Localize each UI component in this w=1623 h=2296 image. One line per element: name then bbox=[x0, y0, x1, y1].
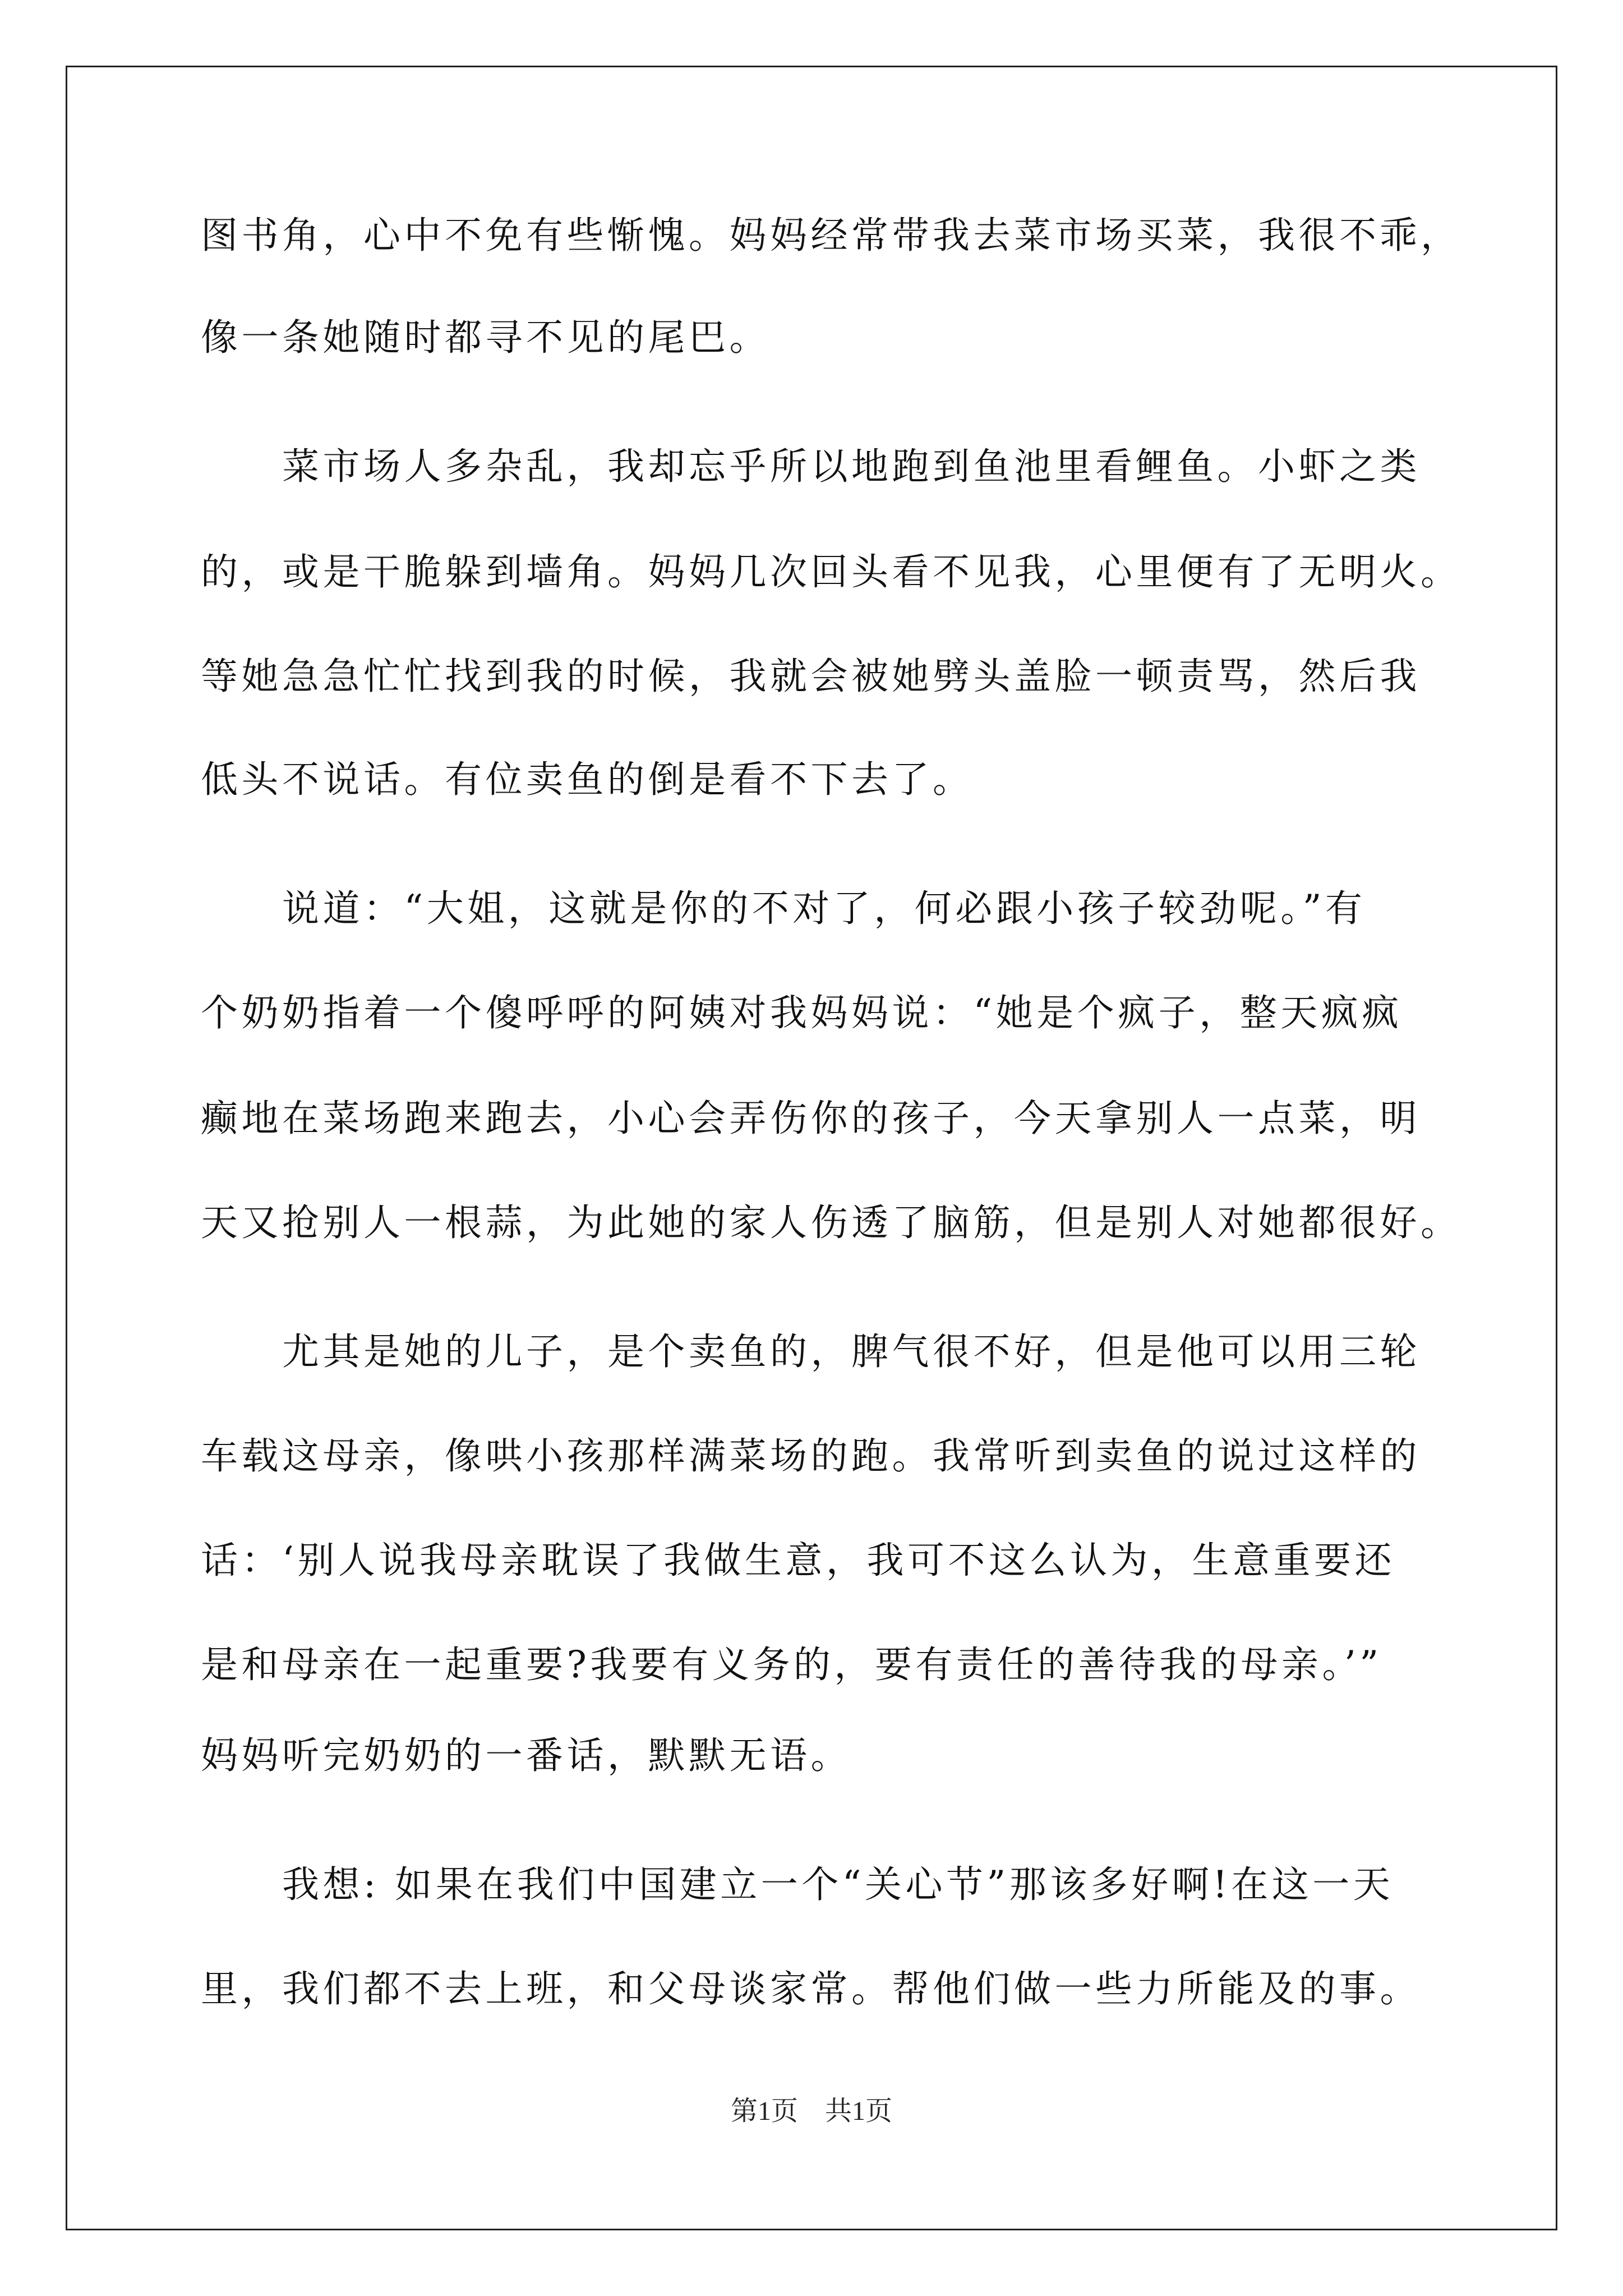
text-line: 车载这母亲，像哄小孩那样满菜场的跑。我常听到卖鱼的说过这样的 bbox=[201, 1434, 1421, 1478]
text-line: 的，或是干脆躲到墙角。妈妈几次回头看不见我，心里便有了无明火。 bbox=[201, 550, 1461, 593]
page-footer bbox=[0, 2095, 1623, 2128]
text-line: 话：‘别人说我母亲耽误了我做生意，我可不这么认为，生意重要还 bbox=[201, 1539, 1395, 1582]
text-line: 天又抢别人一根蒜，为此她的家人伤透了脑筋，但是别人对她都很好。 bbox=[201, 1201, 1461, 1244]
page-total: 共1页 bbox=[825, 2096, 893, 2126]
text-line: 是和母亲在一起重要?我要有义务的，要有责任的善待我的母亲。’” bbox=[201, 1643, 1382, 1686]
text-line: 个奶奶指着一个傻呼呼的阿姨对我妈妈说：“她是个疯子，整天疯疯 bbox=[201, 991, 1403, 1034]
paragraph-first-line: 菜市场人多杂乱，我却忘乎所以地跑到鱼池里看鲤鱼。小虾之类 bbox=[282, 445, 1421, 488]
text-line: 里，我们都不去上班，和父母谈家常。帮他们做一些力所能及的事。 bbox=[201, 1967, 1421, 2010]
page-number: 第1页 bbox=[730, 2096, 798, 2126]
paragraph-first-line: 我想: 如果在我们中国建立一个“关心节”那该多好啊!在这一天 bbox=[282, 1863, 1394, 1906]
text-line: 图书角，心中不免有些惭愧。妈妈经常带我去菜市场买菜，我很不乖， bbox=[201, 214, 1461, 257]
text-line: 像一条她随时都寻不见的尾巴。 bbox=[201, 316, 770, 359]
text-line: 癫地在菜场跑来跑去，小心会弄伤你的孩子，今天拿别人一点菜，明 bbox=[201, 1097, 1421, 1140]
paragraph-first-line: 尤其是她的儿子，是个卖鱼的，脾气很不好，但是他可以用三轮 bbox=[282, 1330, 1421, 1373]
text-line: 低头不说话。有位卖鱼的倒是看不下去了。 bbox=[201, 758, 974, 801]
text-line: 妈妈听完奶奶的一番话，默默无语。 bbox=[201, 1734, 851, 1777]
paragraph-first-line: 说道：“大姐，这就是你的不对了，何必跟小孩子较劲呢。”有 bbox=[282, 887, 1366, 930]
text-line: 等她急急忙忙找到我的时候，我就会被她劈头盖脸一顿责骂，然后我 bbox=[201, 655, 1421, 698]
